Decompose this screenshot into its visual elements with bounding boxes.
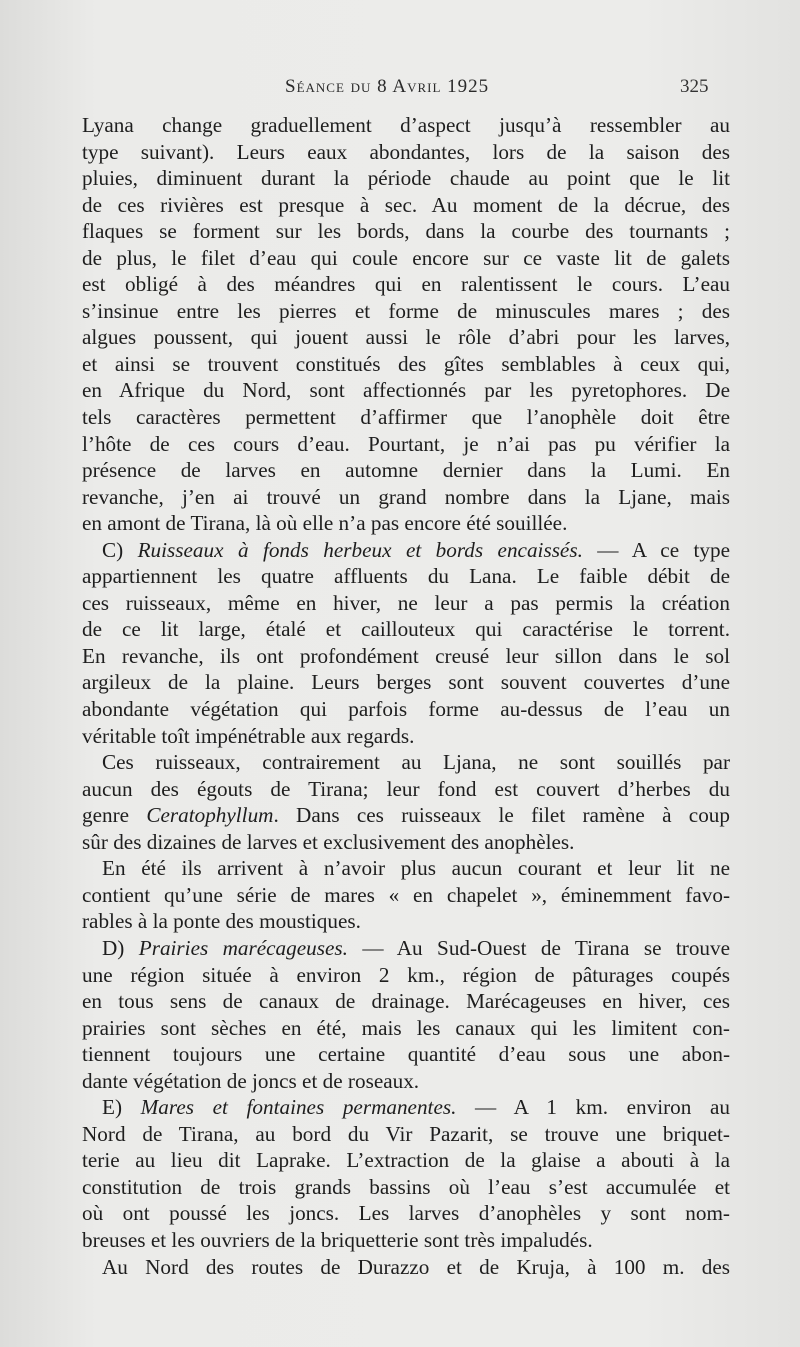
text-run: . Dans ces ruisseaux le filet ramène à coup (273, 803, 730, 828)
text-run: en tous sens de canaux de drainage. Marécageuses en hiver, ces (82, 989, 730, 1014)
text-line (82, 1121, 730, 1148)
text-line (82, 935, 730, 962)
text-line (82, 855, 730, 882)
italic-text: Prairies marécageuses. (138, 935, 348, 960)
text-run: type suivant). Leurs eaux abondantes, lors de la saison des (82, 139, 730, 164)
text-run: — A ce type (582, 537, 731, 562)
page-number: 325 (680, 76, 709, 97)
text-line (82, 484, 730, 511)
text-run: constitution de trois grands bassins où l’eau s’est accumulée et (82, 1174, 730, 1199)
text-run: aucun des égouts de Tirana; leur fond est couvert d’herbes du (82, 776, 730, 801)
text-line (82, 510, 730, 537)
text-line (82, 457, 730, 484)
text-line (82, 962, 730, 989)
text-line (82, 1068, 730, 1095)
text-run: breuses et les ouvriers de la briquetterie sont très impaludés. (82, 1227, 593, 1252)
text-line (82, 1254, 730, 1281)
text-line (82, 1174, 730, 1201)
text-run: ces ruisseaux, même en hiver, ne leur a pas permis la création (82, 590, 730, 615)
text-run: tiennent toujours une certaine quantité d’eau sous une abon- (82, 1042, 730, 1067)
text-run: rables à la ponte des moustiques. (82, 909, 361, 934)
text-line (82, 271, 730, 298)
text-line (82, 404, 730, 431)
text-line (82, 1094, 730, 1121)
text-run: Ces ruisseaux, contrairement au Ljana, ne sont souillés par (102, 750, 730, 775)
text-run: pluies, diminuent durant la période chaude au point que le lit (82, 166, 730, 191)
text-line (82, 165, 730, 192)
text-run: flaques se forment sur les bords, dans la courbe des tournants ; (82, 219, 730, 244)
text-run: Nord de Tirana, au bord du Vir Pazarit, se trouve une briquet- (82, 1121, 730, 1146)
italic-text: Ruisseaux à fonds herbeux et bords encaissés. (137, 537, 583, 562)
text-run: l’hôte de ces cours d’eau. Pourtant, je n’ai pas pu vérifier la (82, 431, 730, 456)
text-run: abondante végétation qui parfois forme au-dessus de l’eau un (82, 697, 730, 722)
text-line (82, 723, 730, 750)
text-line (82, 563, 730, 590)
text-run: argileux de la plaine. Leurs berges sont souvent couvertes d’une (82, 670, 730, 695)
page-header (0, 76, 800, 106)
text-line (82, 245, 730, 272)
text-line (82, 112, 730, 139)
body-text (82, 112, 730, 1280)
text-line (82, 669, 730, 696)
text-line (82, 776, 730, 803)
text-run: de plus, le filet d’eau qui coule encore sur ce vaste lit de galets (82, 245, 730, 270)
text-line (82, 1200, 730, 1227)
text-run: genre (82, 803, 147, 828)
text-run: E) (102, 1095, 141, 1120)
text-run: algues poussent, qui jouent aussi le rôle d’abri pour les larves, (82, 325, 730, 350)
text-line (82, 1227, 730, 1254)
text-run: où ont poussé les joncs. Les larves d’anophèles y sont nom- (82, 1201, 730, 1226)
text-run: de ces rivières est presque à sec. Au moment de la décrue, des (82, 192, 730, 217)
text-line (82, 1041, 730, 1068)
text-line (82, 616, 730, 643)
text-run: en Afrique du Nord, sont affectionnés par les pyretophores. De (82, 378, 730, 403)
text-line (82, 882, 730, 909)
text-line (82, 988, 730, 1015)
italic-text: Mares et fontaines permanentes. (140, 1095, 457, 1120)
text-run: En été ils arrivent à n’avoir plus aucun courant et leur lit ne (102, 856, 730, 881)
text-run: et ainsi se trouvent constitués des gîtes semblables à ceux qui, (82, 351, 730, 376)
text-run: terie au lieu dit Laprake. L’extraction de la glaise a abouti à la (82, 1148, 730, 1173)
text-line (82, 643, 730, 670)
text-line (82, 537, 730, 564)
text-run: Au Nord des routes de Durazzo et de Kruja, à 100 m. des (102, 1254, 730, 1279)
text-run: en amont de Tirana, là où elle n’a pas encore été souillée. (82, 511, 568, 536)
text-run: est obligé à des méandres qui en ralentissent le cours. L’eau (82, 272, 730, 297)
text-run: appartiennent les quatre affluents du Lana. Le faible débit de (82, 564, 730, 589)
text-run: s’insinue entre les pierres et forme de minuscules mares ; des (82, 298, 730, 323)
text-run: En revanche, ils ont profondément creusé leur sillon dans le sol (82, 643, 730, 668)
text-run: une région située à environ 2 km., région de pâturages coupés (82, 962, 730, 987)
text-run: contient qu’une série de mares « en chapelet », éminemment favo- (82, 882, 730, 907)
text-run: véritable toît impénétrable aux regards. (82, 723, 415, 748)
text-line (82, 298, 730, 325)
text-run: dante végétation de joncs et de roseaux. (82, 1068, 420, 1093)
text-run: D) (102, 935, 139, 960)
text-run: Lyana change graduellement d’aspect jusqu’à ressembler au (82, 113, 730, 137)
text-run: tels caractères permettent d’affirmer que l’anophèle doit être (82, 405, 730, 430)
text-line (82, 324, 730, 351)
text-line (82, 590, 730, 617)
text-line (82, 192, 730, 219)
text-run: — A 1 km. environ au (456, 1095, 730, 1120)
text-line (82, 908, 730, 935)
text-line (82, 802, 730, 829)
running-head: Séance du 8 Avril 1925 (285, 76, 490, 97)
text-line (82, 696, 730, 723)
text-line (82, 218, 730, 245)
text-line (82, 139, 730, 166)
text-line (82, 1015, 730, 1042)
text-run: sûr des dizaines de larves et exclusivement des anophèles. (82, 829, 575, 854)
text-run: présence de larves en automne dernier dans la Lumi. En (82, 458, 730, 483)
italic-text: Ceratophyllum (146, 803, 274, 828)
text-run: prairies sont sèches en été, mais les canaux qui les limitent con- (82, 1015, 730, 1040)
text-run: revanche, j’en ai trouvé un grand nombre dans la Ljane, mais (82, 484, 730, 509)
text-line (82, 351, 730, 378)
text-line (82, 829, 730, 856)
text-line (82, 377, 730, 404)
text-run: C) (102, 537, 138, 562)
text-run: — Au Sud-Ouest de Tirana se trouve (347, 935, 730, 960)
text-line (82, 749, 730, 776)
text-run: de ce lit large, étalé et caillouteux qui caractérise le torrent. (82, 617, 730, 642)
text-line (82, 1147, 730, 1174)
text-line (82, 431, 730, 458)
